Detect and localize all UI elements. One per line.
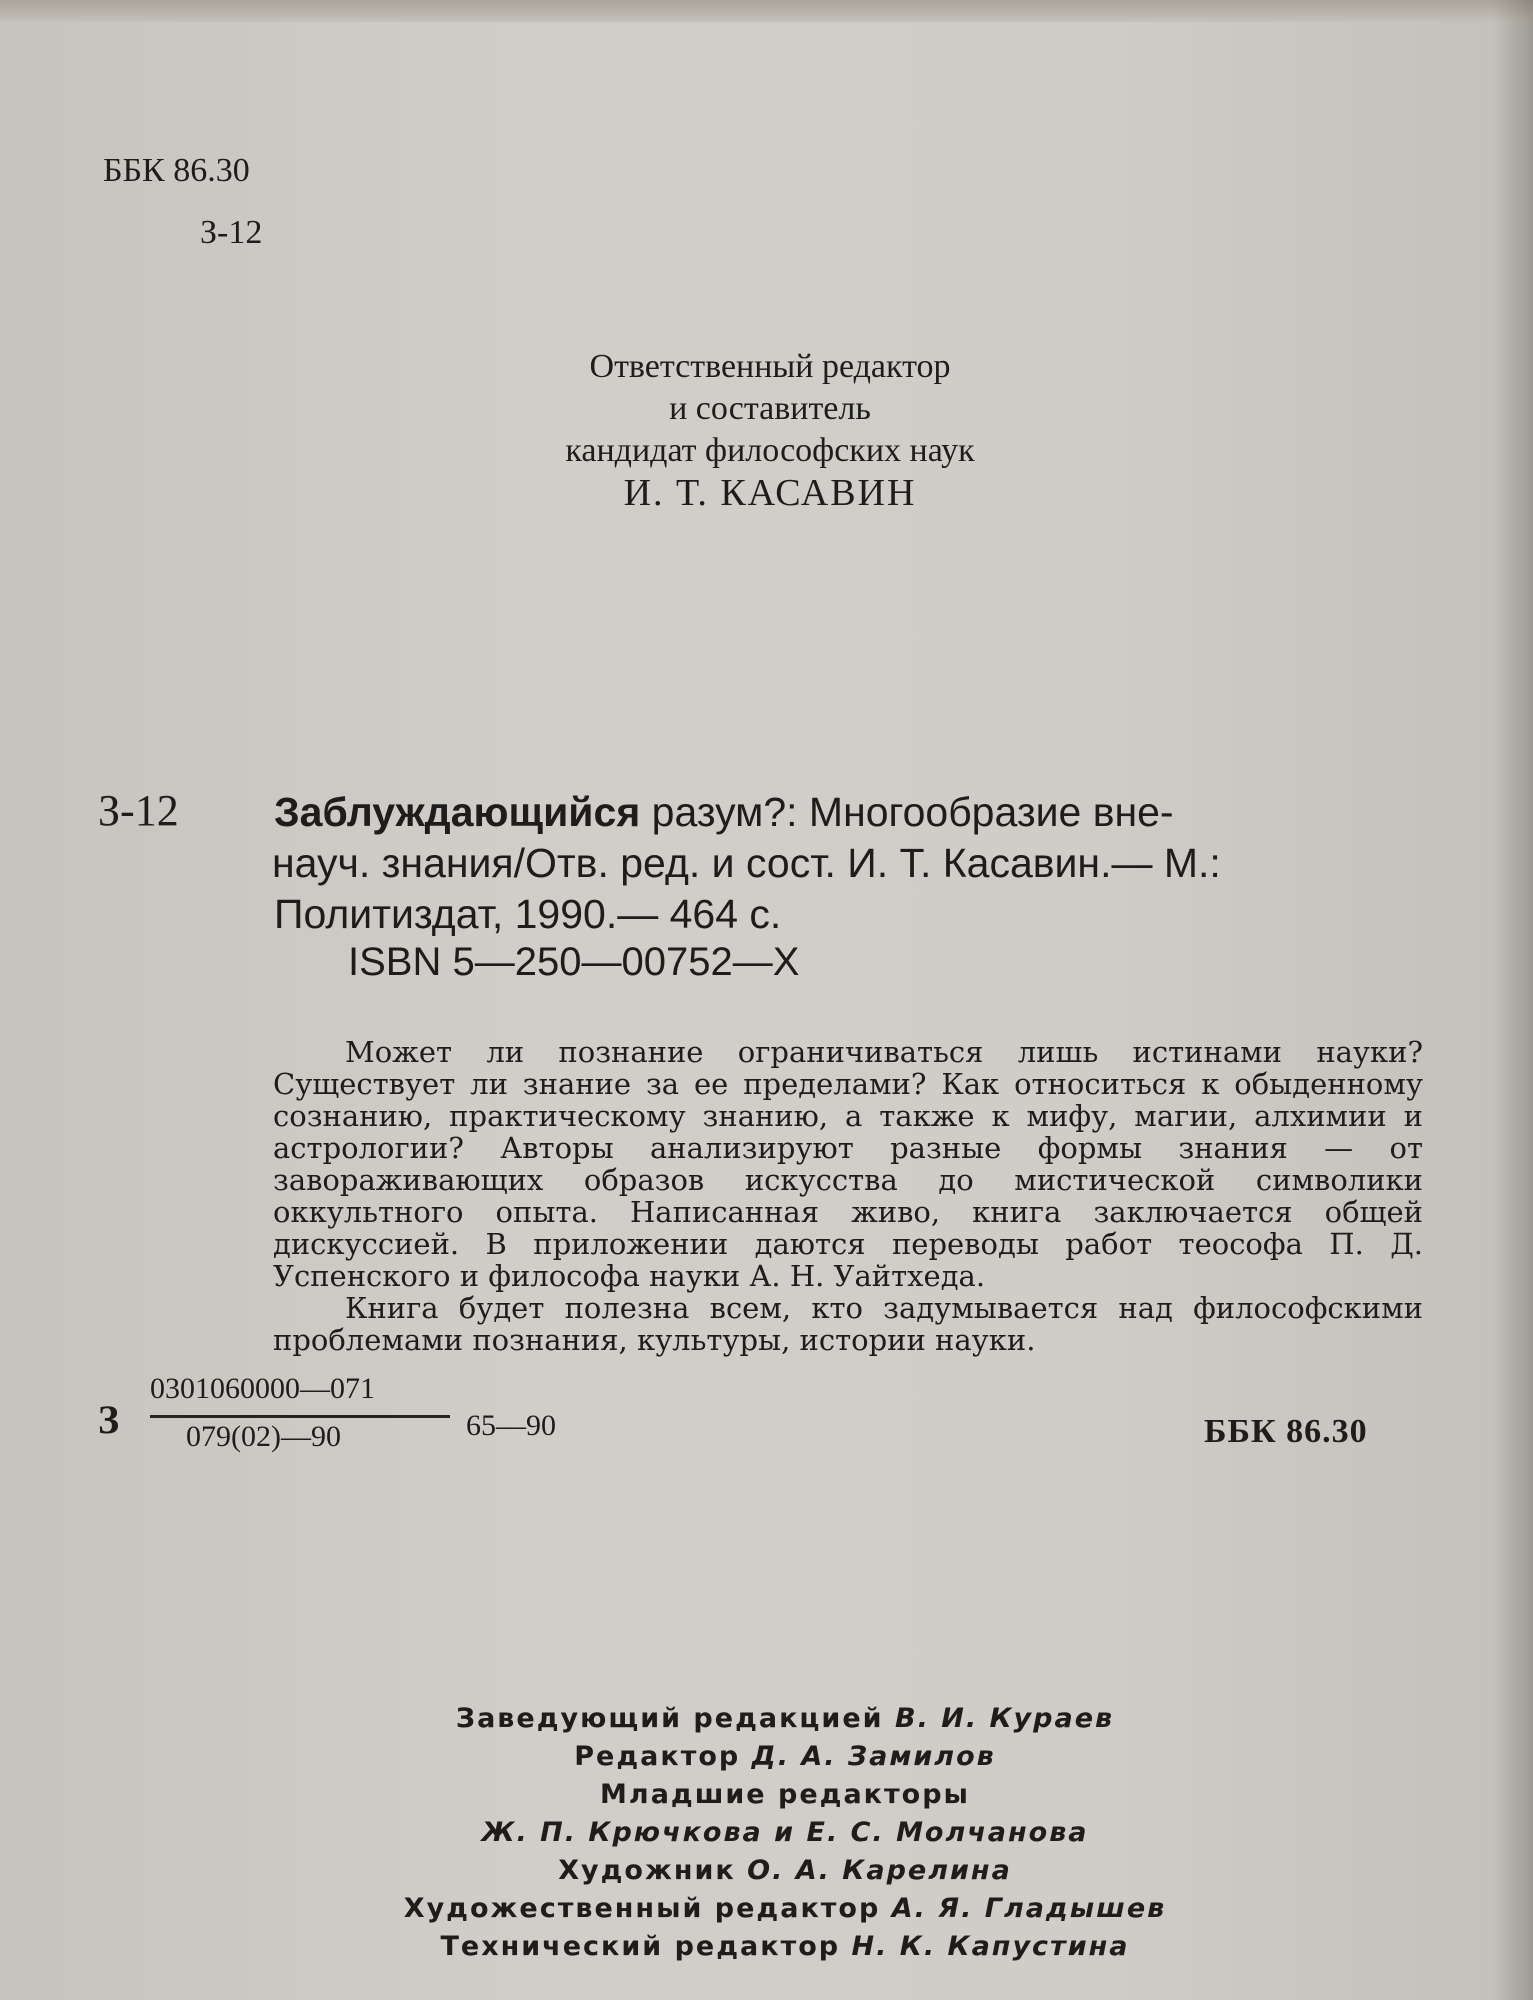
catalog-suffix: 65—90: [466, 1409, 556, 1442]
bib-line-3: Политиздат, 1990.— 464 с.: [274, 891, 782, 937]
book-title: Заблуждающийся: [274, 789, 641, 835]
editor-line-2: и составитель: [669, 390, 871, 427]
staff-line: [380, 1852, 1190, 1890]
page-top-edge: [0, 0, 1533, 22]
bib-line-1: [274, 787, 1424, 838]
annotation-paragraph-2: Книга будет полезна всем, кто задумывается над философскими проблемами познания, культуры, истории науки.: [273, 1291, 1423, 1357]
bbk-code-bottom: ББК 86.30: [1204, 1413, 1368, 1450]
catalog-denominator: 079(02)—90: [186, 1420, 341, 1453]
staff-name: А. Я. Гладышев: [891, 1893, 1167, 1924]
annotation-paragraph-1: Может ли познание ограничиваться лишь истинами науки? Существует ли знание за ее пределами? Как относиться к обыденному сознанию, практическому знанию, а также к мифу, магии, алхимии и астрологии? Авторы анализируют разные формы знания — от завораживающих образов искусства до мистической символики оккультного опыта. Написанная живо, книга заключается общей дискуссией. В приложении даются переводы работ теософа П. Д. Успенского и философа науки А. Н. Уайтхеда.: [273, 1035, 1423, 1293]
isbn: ISBN 5—250—00752—X: [348, 940, 800, 984]
staff-name: О. А. Карелина: [747, 1855, 1012, 1886]
editor-name: И. Т. КАСАВИН: [623, 472, 917, 514]
staff-line: [380, 1814, 1190, 1852]
staff-line: [380, 1700, 1190, 1738]
staff-role: Заведующий редакцией: [455, 1703, 884, 1734]
staff-name: В. И. Кураев: [895, 1703, 1115, 1734]
bib-line-2: науч. знания/Отв. ред. и сост. И. Т. Касавин.— М.:: [272, 840, 1221, 886]
staff-name: Н. К. Капустина: [851, 1931, 1130, 1962]
bibliographic-description: [274, 787, 1424, 940]
editor-line-3: кандидат философских наук: [565, 432, 975, 469]
catalog-prefix: З: [98, 1397, 120, 1442]
staff-line: [380, 1890, 1190, 1928]
staff-line: [380, 1776, 1190, 1814]
staff-name: Д. А. Замилов: [751, 1741, 996, 1772]
staff-role: Технический редактор: [440, 1931, 841, 1962]
editor-line-1: Ответственный редактор: [589, 348, 951, 385]
catalog-numerator: 0301060000—071: [150, 1372, 375, 1405]
staff-line: [380, 1928, 1190, 1966]
staff-role: Младшие редакторы: [600, 1779, 970, 1810]
staff-line: [380, 1738, 1190, 1776]
author-code-top: З-12: [200, 214, 263, 251]
staff-role: Редактор: [574, 1741, 741, 1772]
staff-role: Художник: [558, 1855, 736, 1886]
author-code-left: З-12: [98, 786, 179, 835]
responsible-editor-block: [380, 346, 1160, 514]
staff-role: Художественный редактор: [403, 1893, 881, 1924]
staff-credits: [380, 1700, 1190, 1966]
bbk-code-top: ББК 86.30: [103, 152, 250, 189]
catalog-fraction-line: [150, 1415, 450, 1418]
staff-name: Ж. П. Крючкова и Е. С. Молчанова: [481, 1817, 1089, 1848]
page-right-shadow: [1493, 0, 1533, 2000]
bib-line-1-rest: разум?: Многообразие вне-: [640, 789, 1174, 835]
annotation-text: [273, 1036, 1423, 1356]
